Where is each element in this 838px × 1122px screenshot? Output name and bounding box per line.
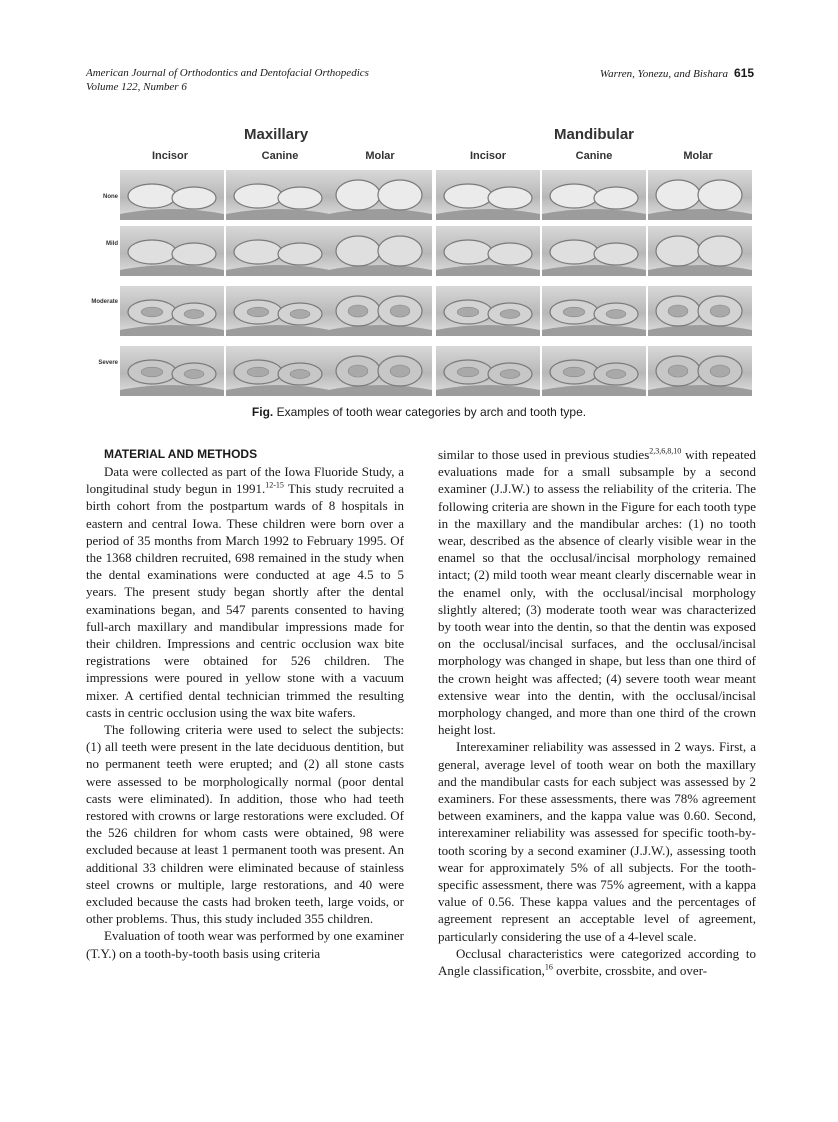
tooth-photo [226,346,330,396]
left-column [86,446,404,962]
tooth-photo [226,286,330,336]
tooth-photo [120,346,224,396]
running-header-left [86,66,369,94]
type-label: Molar [365,150,395,162]
paragraph [438,446,756,738]
paragraph: The following criteria were used to select the subjects: (1) all teeth were present in the late deciduous dentition, but no permanent teeth were erupted; and (2) all stone casts were assessed to be morphologically normal (poor dental casts were eliminated). In addition, those who had teeth restored with crowns or large restorations were excluded. Of the 526 children for whom casts were obtained, 98 were excluded because at least 1 permanent tooth was present. An additional 33 children were eliminated because of stainless steel crowns or multiple, large restorations, and 40 were excluded because the casts had broken teeth, large voids, or other problems. Thus, this study included 355 children. [86,722,404,927]
arch-label-maxillary: Maxillary [244,126,309,143]
type-label: Canine [575,150,613,162]
running-header-right [600,66,754,81]
caption-label: Fig. [251,405,274,419]
tooth-photo [542,346,646,396]
type-label: Incisor [469,150,507,162]
tooth-photo [226,170,330,220]
text-run: Occlusal characteristics were categorized according to Angle classification, [438,945,756,979]
tooth-photo [328,170,432,220]
figure-caption [0,405,838,419]
text-run: with repeated evaluations made for a small subsample by a second examiner (J.J.W.) to assess the reliability of the criteria. The following criteria are shown in the Figure for each tooth type in the maxillary and the mandibular arches: (1) no tooth wear, described as the absence of clearly visible wear in the enamel so that the occlusal/incisal morphology remained intact; (2) mild tooth wear meant clearly discernable wear in the enamel only, with the occlusal/incisal morphology slightly altered; (3) moderate tooth wear was characterized by tooth wear into the dentin, so that the dentin was exposed on the occlusal/incisal surfaces, and the occlusal/incisal morphology was changed in shape, but less than one third of the crown height was affected; (4) severe tooth wear meant extensive wear into the dentin, with the occlusal/incisal morphology changed, and more than one third of the crown height lost. [438,447,756,738]
journal-title: American Journal of Orthodontics and Dentofacial Orthopedics [86,67,369,79]
row-label-severe: Severe [98,360,118,366]
tooth-photo [120,226,224,276]
tooth-photo [542,286,646,336]
tooth-photo [436,286,540,336]
tooth-photo [542,170,646,220]
caption-text: Examples of tooth wear categories by arch and tooth type. [276,405,587,419]
type-label: Canine [261,150,299,162]
citation: 2,3,6,8,10 [649,446,682,456]
tooth-photo [328,286,432,336]
text-run: This study recruited a birth cohort from the postpartum wards of 8 hospitals in eastern and central Iowa. These children were born over a period of 35 months from March 1992 to February 1995. Of the 1368 children recruited, 698 remained in the study when the dental examinations were conducted at age 4.5 to 5 years. The present study began shortly after the dental examinations began, and 547 parents consented to having full-arch maxillary and mandibular impressions made for their children. Impressions and centric occlusion wax bite registrations were obtained for 526 children. The impressions were poured in yellow stone with a vacuum mixer. A certified dental technician trimmed the resulting casts in centric occlusion using the wax bite wafers. [86,481,404,720]
tooth-photo [226,226,330,276]
tooth-photo [648,170,752,220]
tooth-photo [436,346,540,396]
text-run: overbite, crossbite, and over- [552,963,708,979]
tooth-photo [648,346,752,396]
row-label-none: None [103,194,118,200]
paragraph: Evaluation of tooth wear was performed by one examiner (T.Y.) on a tooth-by-tooth basis using criteria [86,928,404,961]
tooth-photo [542,226,646,276]
page-number: 615 [733,66,754,80]
citation: 16 [544,962,553,972]
journal-volume: Volume 122, Number 6 [86,81,187,93]
tooth-photo [648,226,752,276]
text-run: similar to those used in previous studies [438,447,650,462]
tooth-photo [648,286,752,336]
tooth-photo [328,346,432,396]
paragraph: Interexaminer reliability was assessed in 2 ways. First, a general, average level of tooth wear on both the maxillary and the mandibular casts for each subject was assessed by 2 examiners. For these assessments, there was 78% agreement between examiners, and the kappa value was 0.60. Second, interexaminer reliability was assessed for specific tooth-by-tooth scoring by a second examiner (J.J.W.), assessing tooth wear for approximately 5% of all subjects. For the tooth-specific assessment, there was 75% agreement, with a kappa value of 0.56. These kappa values and the percentages of agreement represent an acceptable level of agreement, particularly considering the use of a 4-level scale. [438,739,756,944]
tooth-wear-figure [86,126,756,426]
tooth-photo [436,226,540,276]
citation: 12-15 [265,480,284,490]
paragraph [86,463,404,721]
right-column [438,446,756,979]
tooth-photo [328,226,432,276]
section-heading: MATERIAL AND METHODS [104,447,258,461]
arch-label-mandibular: Mandibular [554,126,635,143]
type-label: Molar [683,150,713,162]
row-label-moderate: Moderate [91,299,118,305]
tooth-photo [120,286,224,336]
text-run: Data were collected as part of the Iowa Fluoride Study, a longitudinal study begun in 1991. [86,464,404,497]
authors: Warren, Yonezu, and Bishara [599,68,728,80]
paragraph [438,945,756,979]
row-label-mild: Mild [106,241,118,247]
tooth-photo [436,170,540,220]
tooth-photo [120,170,224,220]
type-label: Incisor [151,150,189,162]
